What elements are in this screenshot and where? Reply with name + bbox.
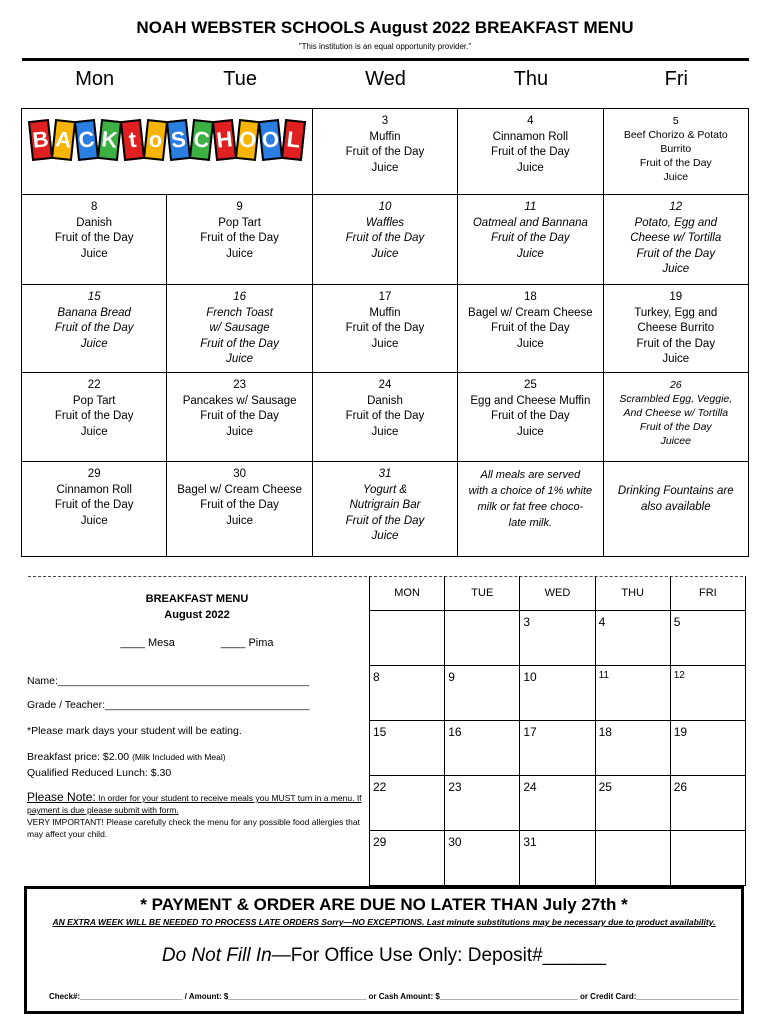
breakfast-price: Breakfast price: $2.00 (27, 751, 130, 763)
allergy-note: VERY IMPORTANT! Please carefully check the menu for any possible food allergies that may affect your child. (27, 817, 360, 839)
day-box[interactable]: 3 (520, 611, 595, 666)
weekday-thu: Thu (513, 68, 549, 90)
day-box[interactable]: 29 (370, 831, 445, 886)
day-cell: 18 Bagel w/ Cream Cheese Fruit of the Day Juice (458, 285, 603, 373)
day-box[interactable]: 24 (520, 776, 595, 831)
milk-included-note: (Milk Included with Meal) (132, 752, 226, 762)
day-cell: 22 Pop Tart Fruit of the Day Juice (22, 373, 167, 462)
office-use-label: —For Office Use Only: Deposit#______ (271, 945, 607, 966)
fountain-note: Drinking Fountains are also available (603, 462, 748, 557)
day-box[interactable]: 31 (520, 831, 595, 886)
late-order-notice: AN EXTRA WEEK WILL BE NEEDED TO PROCESS LATE ORDERS Sorry—NO EXCEPTIONS. Last minute substitutions may be necessary due to product availability. (52, 917, 716, 927)
day-box[interactable]: 11 (595, 666, 670, 721)
mini-header: THU (595, 576, 670, 611)
day-cell: 30 Bagel w/ Cream Cheese Fruit of the Day Juice (167, 462, 312, 557)
milk-note: All meals are served with a choice of 1% white milk or fat free choco- late milk. (458, 462, 603, 557)
day-box[interactable]: 9 (445, 666, 520, 721)
day-box[interactable]: 12 (670, 666, 745, 721)
payment-due-notice: * PAYMENT & ORDER ARE DUE NO LATER THAN July 27th * (140, 895, 628, 914)
day-box[interactable] (445, 611, 520, 666)
day-cell: 16 French Toast w/ Sausage Fruit of the Day Juice (167, 285, 312, 373)
day-cell: 29 Cinnamon Roll Fruit of the Day Juice (22, 462, 167, 557)
equal-opportunity-note: "This institution is an equal opportunity provider." (298, 42, 472, 51)
name-field[interactable]: Name:___________________________________________ (27, 675, 310, 687)
day-box[interactable]: 18 (595, 721, 670, 776)
day-box[interactable] (595, 831, 670, 886)
note-label: Please Note: (27, 790, 96, 804)
day-cell: 31 Yogurt & Nutrigrain Bar Fruit of the Day Juice (312, 462, 457, 557)
day-box[interactable]: 22 (370, 776, 445, 831)
banner-letter: t (120, 119, 145, 161)
payment-box (24, 886, 744, 1014)
day-box[interactable] (670, 831, 745, 886)
payment-fields[interactable]: Check#:_______________________ / Amount: $_______________________________ or Cash Amount: $_______________________________ or Credit Card:_______________________ (49, 992, 739, 1001)
banner-letter: C (74, 119, 99, 161)
banner-letter: o (143, 119, 168, 161)
day-cell: 11 Oatmeal and Bannana Fruit of the Day Juice (458, 195, 603, 285)
mini-header: TUE (445, 576, 520, 611)
day-cell: 3 Muffin Fruit of the Day Juice (312, 109, 457, 195)
mark-days-instruction: *Please mark days your student will be eating. (27, 725, 242, 737)
day-cell: 26 Scrambled Egg, Veggie, And Cheese w/ Tortilla Fruit of the Day Juicee (603, 373, 748, 462)
banner-letter: O (235, 119, 260, 161)
banner-letter: L (281, 119, 306, 161)
day-cell: 12 Potato, Egg and Cheese w/ Tortilla Fruit of the Day Juice (603, 195, 748, 285)
grade-teacher-field[interactable]: Grade / Teacher:___________________________________ (27, 699, 310, 711)
do-not-fill-label: Do Not Fill In (161, 945, 272, 966)
banner-letter: O (258, 119, 283, 161)
order-form (27, 585, 367, 840)
mini-header: FRI (670, 576, 745, 611)
day-cell: 17 Muffin Fruit of the Day Juice (312, 285, 457, 373)
banner-letter: S (166, 119, 191, 161)
back-to-school-banner (22, 109, 313, 195)
weekday-header (22, 68, 749, 91)
day-cell: 4 Cinnamon Roll Fruit of the Day Juice (458, 109, 603, 195)
day-selection-calendar (369, 576, 746, 886)
form-heading: BREAKFAST MENU (145, 593, 249, 605)
day-box[interactable]: 5 (670, 611, 745, 666)
back-to-school-logo (25, 114, 309, 160)
weekday-fri: Fri (664, 68, 688, 90)
day-cell: 25 Egg and Cheese Muffin Fruit of the Day Juice (458, 373, 603, 462)
weekday-tue: Tue (223, 68, 257, 90)
menu-title: NOAH WEBSTER SCHOOLS August 2022 BREAKFAST MENU (136, 18, 634, 37)
banner-letter: B (28, 119, 53, 161)
day-box[interactable]: 19 (670, 721, 745, 776)
day-box[interactable]: 23 (445, 776, 520, 831)
weekday-mon: Mon (75, 68, 115, 90)
day-box[interactable]: 8 (370, 666, 445, 721)
office-use-line (27, 945, 741, 967)
day-box[interactable]: 30 (445, 831, 520, 886)
mesa-option[interactable]: ____ Mesa (120, 637, 175, 649)
mini-header: MON (370, 576, 445, 611)
day-cell: 15 Banana Bread Fruit of the Day Juice (22, 285, 167, 373)
mini-header: WED (520, 576, 595, 611)
title-rule (22, 58, 749, 61)
menu-calendar (21, 108, 749, 557)
weekday-wed: Wed (365, 68, 406, 90)
day-box[interactable] (370, 611, 445, 666)
day-cell: 8 Danish Fruit of the Day Juice (22, 195, 167, 285)
day-box[interactable]: 10 (520, 666, 595, 721)
note-text: In order for your student to receive meals you MUST turn in a menu. If payment is due please submit with form. (27, 793, 362, 815)
day-cell: 23 Pancakes w/ Sausage Fruit of the Day Juice (167, 373, 312, 462)
day-cell: 9 Pop Tart Fruit of the Day Juice (167, 195, 312, 285)
day-cell: 10 Waffles Fruit of the Day Juice (312, 195, 457, 285)
banner-letter: H (212, 119, 237, 161)
day-box[interactable]: 26 (670, 776, 745, 831)
day-cell: 24 Danish Fruit of the Day Juice (312, 373, 457, 462)
day-box[interactable]: 15 (370, 721, 445, 776)
day-box[interactable]: 17 (520, 721, 595, 776)
day-cell: 19 Turkey, Egg and Cheese Burrito Fruit of the Day Juice (603, 285, 748, 373)
day-box[interactable]: 16 (445, 721, 520, 776)
form-month: August 2022 (164, 609, 230, 621)
reduced-price: Qualified Reduced Lunch: $.30 (27, 767, 172, 779)
banner-letter: C (189, 119, 214, 161)
day-box[interactable]: 4 (595, 611, 670, 666)
pima-option[interactable]: ____ Pima (220, 637, 274, 649)
day-cell: 5 Beef Chorizo & Potato Burrito Fruit of the Day Juice (603, 109, 748, 195)
day-box[interactable]: 25 (595, 776, 670, 831)
banner-letter: A (51, 119, 76, 161)
banner-letter: K (97, 119, 122, 161)
